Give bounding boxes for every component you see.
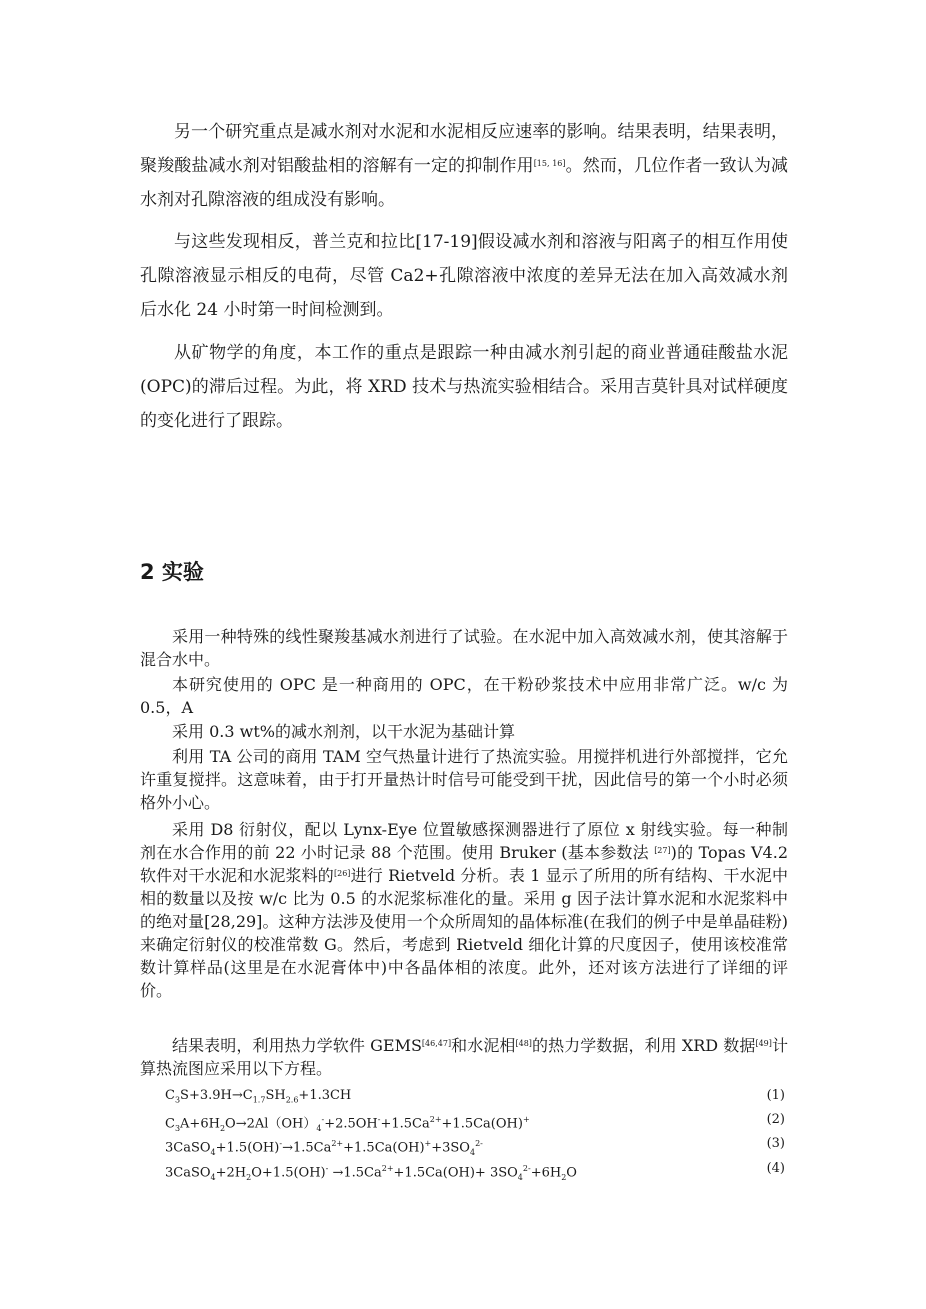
equation-1 [165, 1086, 785, 1106]
experiment-paragraph-6 [140, 1034, 788, 1080]
intro-paragraph-1-text: 另一个研究重点是减水剂对水泥和水泥相反应速率的影响。结果表明，结果表明，聚羧酸盐减水剂对铝酸盐相的溶解有一定的抑制作用 [140, 122, 788, 176]
experiment-paragraph-6-part-c: 的热力学数据，利用 XRD 数据 [531, 1036, 756, 1055]
equation-4-formula: $3CaSO_4+2H_2O+1.5(OH)^- \to 1.5Ca^{2+}+1.5Ca(OH)+ 3SO_4^{2-}+6H_2O$ [165, 1164, 577, 1182]
citation-49: [49] [755, 1039, 772, 1048]
experiment-paragraph-2: 本研究使用的 OPC 是一种商用的 OPC，在干粉砂浆技术中应用非常广泛。w/c 为 0.5，A [140, 675, 788, 717]
experiment-paragraph-5-part-c: 进行 Rietveld 分析。表 1 显示了所用的所有结构、干水泥中相的数量以及按 w/c 比为 0.5 的水泥浆标准化的量。采用 g 因子法计算水泥和水泥浆料中的绝对量[28,29]。这种方法涉及使用一个众所周知的晶体标准(在我们的例子中是单晶硅粉)来确定衍射仪的校准常数 G。然后，考虑到 Rietveld 细化计算的尺度因子，使用该校准常数计算样品(这里是在水泥膏体中)中各晶体相的浓度。此外，还对该方法进行了详细的评价。 [140, 866, 788, 1000]
citation-46-47: [46,47] [421, 1039, 452, 1048]
experiment-paragraph-6-part-a: 结果表明，利用热力学软件 GEMS [172, 1036, 422, 1055]
experiment-paragraph-5-part-a: 采用 D8 衍射仪，配以 Lynx-Eye 位置敏感探测器进行了原位 x 射线实验。每一种制剂在水合作用的前 22 小时记录 88 个范围。使用 Bruker (基本参数法 [140, 820, 788, 862]
experiment-paragraph-6-part-d: 计算热流图应采用以下方程。 [140, 1036, 788, 1078]
equation-4 [165, 1159, 785, 1182]
experiment-paragraph-1: 采用一种特殊的线性聚羧基减水剂进行了试验。在水泥中加入高效减水剂，使其溶解于混合水中。 [140, 627, 788, 669]
experiment-paragraph-6-part-b: 和水泥相 [451, 1036, 516, 1055]
equation-3-number: (3) [766, 1136, 785, 1151]
intro-paragraph-1 [140, 115, 788, 217]
section-heading: 2 实验 [140, 560, 204, 584]
experiment-paragraph-4: 利用 TA 公司的商用 TAM 空气热量计进行了热流实验。用搅拌机进行外部搅拌，它允许重复搅拌。这意味着，由于打开量热计时信号可能受到干扰，因此信号的第一个小时必须格外小心。 [140, 747, 788, 812]
citation-27: [27] [654, 846, 671, 855]
equation-2-formula: $C_3A+6H_2O\to 2Al(OH)_4^-+2.5OH^-+1.5Ca^{2+}+1.5Ca(OH)^+$ [165, 1115, 530, 1133]
experiment-paragraph-5 [140, 818, 788, 1002]
equation-1-number: (1) [766, 1088, 785, 1103]
citation-48: [48] [515, 1039, 532, 1048]
intro-paragraph-2: 与这些发现相反，普兰克和拉比[17-19]假设减水剂和溶液与阳离子的相互作用使孔隙溶液显示相反的电荷，尽管 Ca2+孔隙溶液中浓度的差异无法在加入高效减水剂后水化 24 小时第一时间检测到。 [140, 232, 788, 320]
citation-15-16: [15, 16] [533, 159, 566, 168]
intro-paragraph-3: 从矿物学的角度，本工作的重点是跟踪一种由减水剂引起的商业普通硅酸盐水泥(OPC)的滞后过程。为此，将 XRD 技术与热流实验相结合。采用吉莫针具对试样硬度的变化进行了跟踪。 [140, 343, 788, 431]
equation-3-formula: $3CaSO_4+1.5(OH)^-\to 1.5Ca^{2+}+1.5Ca(OH)^++3SO_4^{2-}$ [165, 1139, 483, 1157]
equation-4-number: (4) [766, 1161, 785, 1176]
experiment-paragraph-3: 采用 0.3 wt%的减水剂剂，以干水泥为基础计算 [172, 722, 515, 741]
equation-2-number: (2) [766, 1112, 785, 1127]
equation-1-formula: $C_3S+3.9H\to C_{1.7}SH_{2.6}+1.3CH$ [165, 1088, 352, 1105]
equation-3 [165, 1134, 785, 1157]
intro-paragraph-1-tail: 。然而，几位作者一致认为减水剂对孔隙溶液的组成没有影响。 [140, 156, 789, 210]
experiment-paragraph-5-part-b: )的 Topas V4.2 软件对干水泥和水泥浆料的 [140, 843, 788, 885]
equation-2 [165, 1110, 785, 1133]
citation-26: [26] [333, 869, 351, 878]
